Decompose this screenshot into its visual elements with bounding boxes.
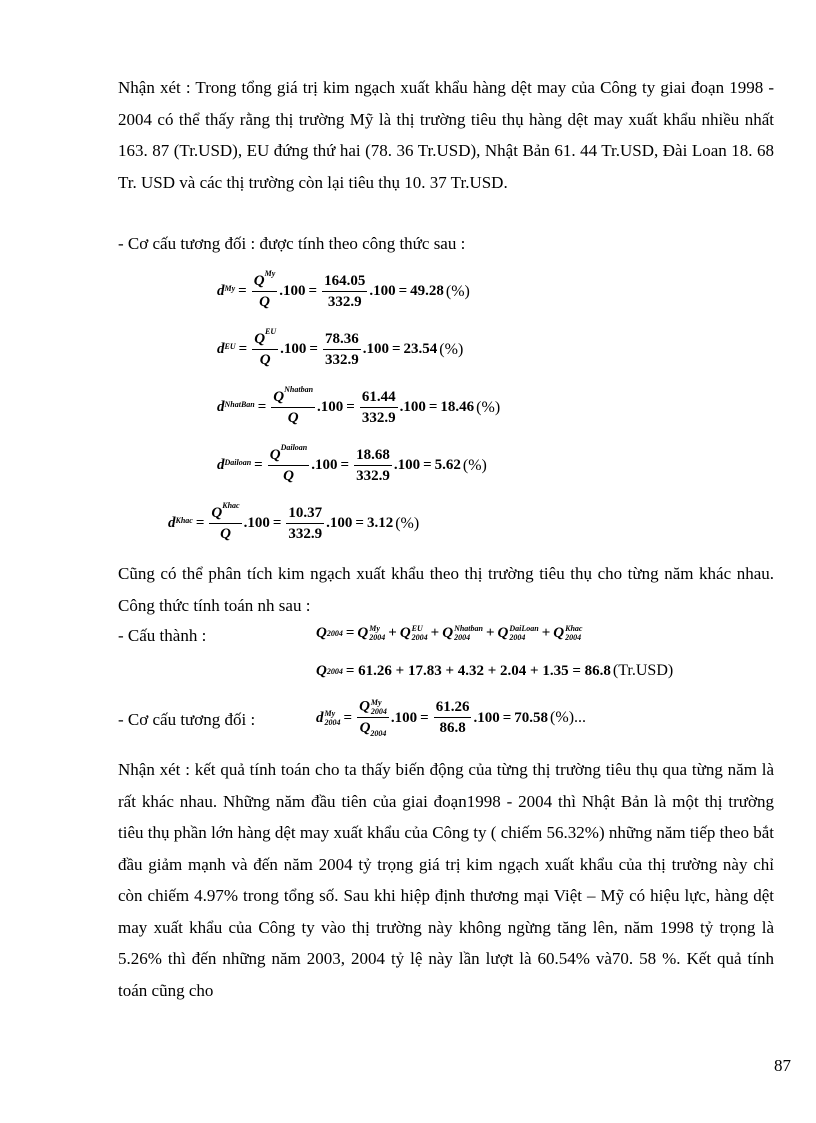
paragraph-observation-2: Nhận xét : kết quả tính toán cho ta thấy biến động của từng thị trường tiêu thụ qua từng năm là rất khác nhau. Những năm đầu tiên của giai đoạn1998 - 2004 thì Nhật Bản là một thị trường tiêu thụ phần lớn hàng dệt may xuất khẩu của Công ty ( chiếm 56.32%) những năm tiếp theo bắt đầu giảm mạnh và đến năm 2004 tỷ trọng giá trị kim ngạch xuất khẩu của thị trường này chỉ còn chiếm 4.97% trong tổng số. Sau khi hiệp định thương mại Việt – Mỹ có hiệu lực, hàng dệt may xuất khẩu của Công ty vào thị trường này không ngừng tăng lên, năm 1998 tỷ trọng là 5.26% thì đến những năm 2003, 2004 tỷ lệ này lần lượt là 60.54% và70. 58 %. Kết quả tính toán cũng cho — [118, 760, 774, 1000]
relative2-label: - Cơ cấu tương đối : — [118, 710, 256, 729]
paragraph-observation-1: Nhận xét : Trong tổng giá trị kim ngạch xuất khẩu hàng dệt may của Công ty giai đoạn 1998 - 2004 có thể thấy rằng thị trường Mỹ là thị trường tiêu thụ hàng dệt may xuất khẩu nhiều nhất 163. 87 (Tr.USD), EU đứng thứ hai (78. 36 Tr.USD), Nhật Bản 61. 44 Tr.USD, Đài Loan 18. 68 Tr. USD và các thị trường còn lại tiêu thụ 10. 37 Tr.USD. — [118, 78, 774, 192]
formula-khac: d $^{Khac}$ = $\frac{Q^{Khac}}{Q}$ .100 = $\frac{10.37}{332.9}$ .100 = 3.12 (%) — [168, 501, 420, 542]
composition-label: - Cấu thành : — [118, 626, 207, 645]
page-number: 87 — [774, 1056, 791, 1075]
paragraph-analysis-intro: Cũng có thể phân tích kim ngạch xuất khẩu theo thị trường tiêu thụ cho từng năm khác nhau. Công thức tính toán nh sau : — [118, 564, 774, 615]
formula-composition: Q 2004 = Q My 2004 + Q EU 2004 + Q Nhatban 2004 + Q DaiLoan 2004 + Q Khac 2004 — [316, 624, 583, 642]
formula-composition-values: Q 2004 = 61.26 + 17.83 + 4.32 + 2.04 + 1.35 = 86.8 (Tr.USD) — [316, 662, 674, 679]
formula-eu: d $^{EU}$ = $\frac{Q^{EU}}{Q}$ .100 = $\frac{78.36}{332.9}$ .100 = 23.54 (%) — [217, 327, 464, 368]
formula-nhatban: d $^{NhatBan}$ = $\frac{Q^{Nhatban}}{Q}$ .100 = $\frac{61.44}{332.9}$ .100 = 18.46 (%) — [217, 385, 501, 426]
formula-relative-2004: d My 2004 = Q My 2004 $Q_{2004}$ .100 = $\frac{61.26}{86.8}$ .100 = 70.58 (%)... — [316, 698, 587, 738]
formula-dailoan: d $^{Dailoan}$ = $\frac{Q^{Dailoan}}{Q}$ .100 = $\frac{18.68}{332.9}$ .100 = 5.62 (%) — [217, 443, 487, 484]
formula-my: d $^{My}$ = $\frac{Q^{My}}{Q}$ .100 = $\frac{164.05}{332.9}$ .100 = 49.28 (%) — [217, 269, 470, 310]
relative-structure-intro: - Cơ cấu tương đối : được tính theo công thức sau : — [118, 234, 466, 253]
